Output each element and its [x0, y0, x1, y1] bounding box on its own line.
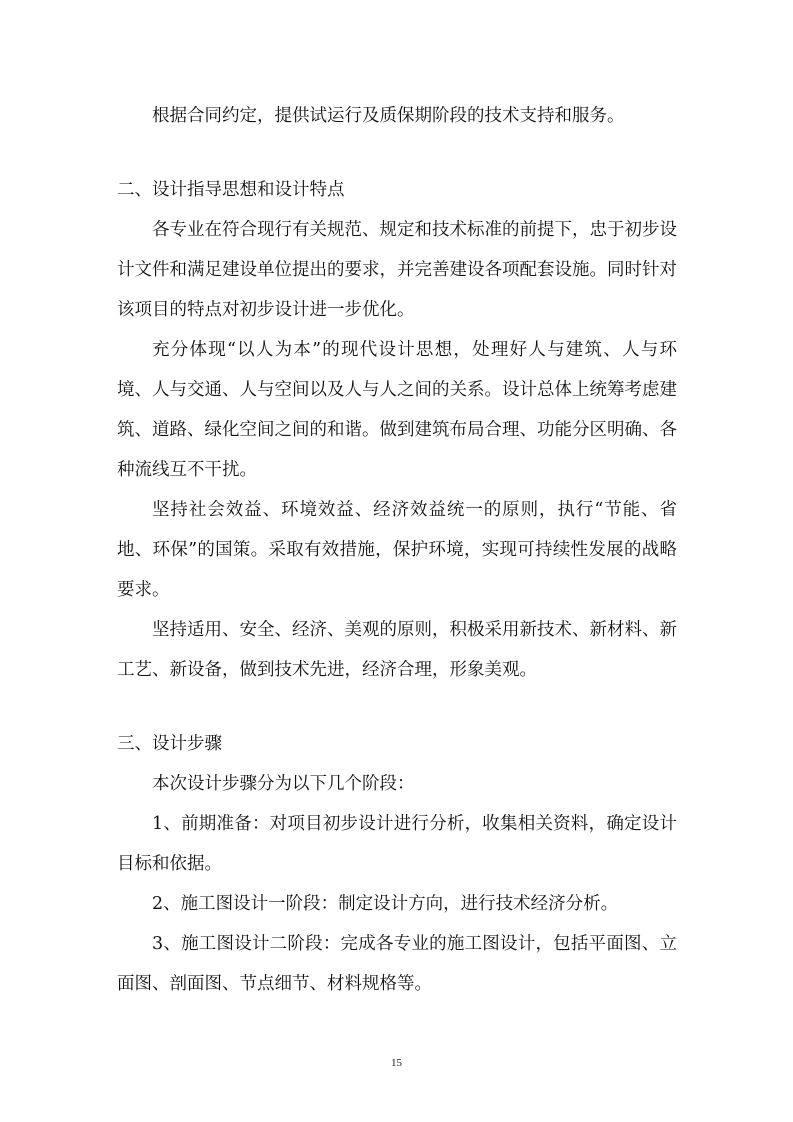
list-item-step-3: 3、施工图设计二阶段：完成各专业的施工图设计，包括平面图、立面图、剖面图、节点细节、材料规格等。 — [117, 934, 677, 994]
section-heading-design-steps: 三、设计步骤 — [117, 734, 222, 754]
list-item-step-2: 2、施工图设计一阶段：制定设计方向，进行技术经济分析。 — [152, 894, 619, 914]
document-body — [117, 96, 677, 1004]
paragraph-steps-intro: 本次设计步骤分为以下几个阶段： — [152, 774, 415, 794]
list-item-step-1: 1、前期准备：对项目初步设计进行分析，收集相关资料，确定设计目标和依据。 — [117, 814, 677, 874]
paragraph-people-oriented: 充分体现“以人为本”的现代设计思想，处理好人与建筑、人与环境、人与交通、人与空间以及人与人之间的关系。设计总体上统筹考虑建筑、道路、绿化空间之间的和谐。做到建筑布局合理、功能分区明确、各种流线互不干扰。 — [117, 340, 677, 480]
paragraph-standards-compliance: 各专业在符合现行有关规范、规定和技术标准的前提下，忠于初步设计文件和满足建设单位提出的要求，并完善建设各项配套设施。同时针对该项目的特点对初步设计进一步优化。 — [117, 220, 677, 320]
page-number: 15 — [391, 1057, 402, 1069]
section-heading-design-philosophy: 二、设计指导思想和设计特点 — [117, 180, 345, 200]
paragraph-service-support: 根据合同约定，提供试运行及质保期阶段的技术支持和服务。 — [152, 106, 625, 126]
paragraph-benefits-unity: 坚持社会效益、环境效益、经济效益统一的原则，执行“节能、省地、环保”的国策。采取有效措施，保护环境，实现可持续性发展的战略要求。 — [117, 500, 677, 600]
paragraph-new-technology: 坚持适用、安全、经济、美观的原则，积极采用新技术、新材料、新工艺、新设备，做到技术先进，经济合理，形象美观。 — [117, 620, 677, 680]
